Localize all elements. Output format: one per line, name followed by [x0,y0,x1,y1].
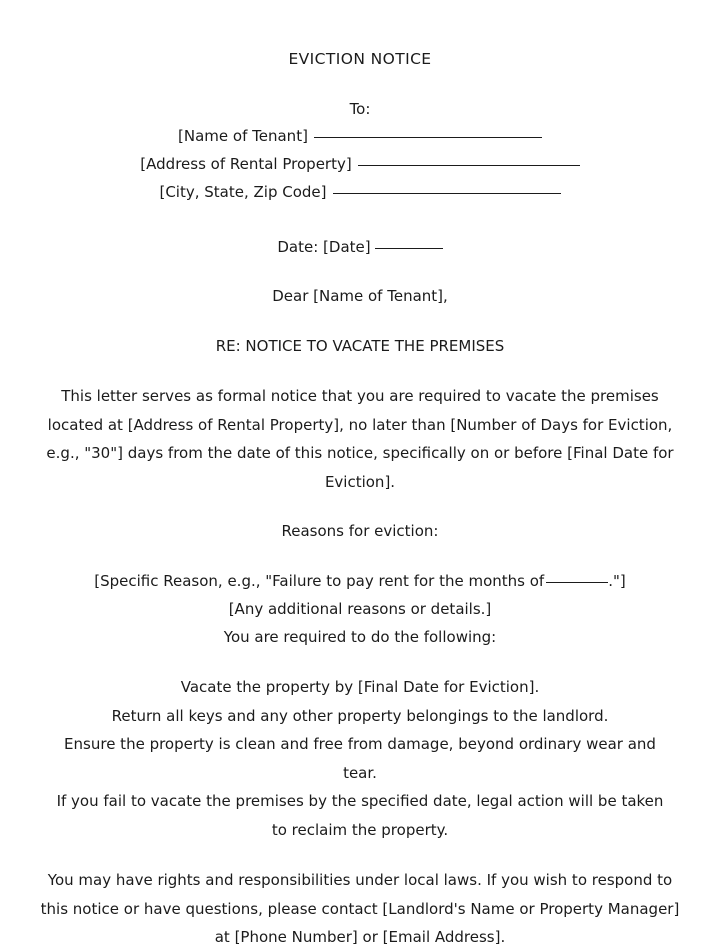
additional-reasons-line: [Any additional reasons or details.] [228,600,492,618]
specific-reason-suffix: ."] [608,572,626,590]
date-line [34,234,686,261]
recipient-city-label: [City, State, Zip Code] [159,183,327,201]
requirement-item: Return all keys and any other property belongings to the landlord. [111,706,609,725]
spacer [34,651,686,673]
spacer [34,360,686,382]
requirements-heading: You are required to do the following: [223,628,497,646]
spacer [34,310,686,332]
recipient-line-city [34,178,686,206]
spacer [34,844,686,866]
specific-reason-blank [546,582,608,583]
closing-paragraph: You may have rights and responsibilities under local laws. If you wish to respond to this notice or have questions, please contact [Landlord's Name or Property Manager] at [Phone Number] or [Email Address]. [40,871,680,946]
subject-line: RE: NOTICE TO VACATE THE PREMISES [215,337,505,355]
date-label: Date: [Date] [277,238,371,256]
recipient-address-blank [358,165,580,166]
document-title: EVICTION NOTICE [288,50,432,68]
requirement-item: Vacate the property by [Final Date for Eviction]. [180,678,540,696]
recipient-line-address [34,150,686,178]
salutation: Dear [Name of Tenant], [272,287,448,305]
reasons-heading: Reasons for eviction: [281,522,439,540]
specific-reason-prefix: [Specific Reason, e.g., "Failure to pay rent for the months of [94,572,545,590]
recipient-line-name [34,122,686,150]
spacer [34,261,686,283]
recipient-to-label: To: [349,100,371,118]
spacer [34,206,686,234]
requirement-item: Ensure the property is clean and free from damage, beyond ordinary wear and tear. [64,735,656,782]
spacer [34,545,686,567]
specific-reason-line [34,567,686,595]
spacer [34,496,686,518]
recipient-name-label: [Name of Tenant] [178,127,308,145]
recipient-address-label: [Address of Rental Property] [140,155,352,173]
body-paragraph: This letter serves as formal notice that you are required to vacate the premises located at [Address of Rental Property], no later than [Number of Days for Eviction, e.g., "30"] days from the date of this notice, specifically on or before [Final Date for Eviction]. [46,387,674,491]
requirement-item: If you fail to vacate the premises by the specified date, legal action will be taken to reclaim the property. [56,792,664,839]
date-blank [375,248,443,249]
recipient-name-blank [314,137,542,138]
spacer [34,68,686,96]
recipient-city-blank [333,193,561,194]
